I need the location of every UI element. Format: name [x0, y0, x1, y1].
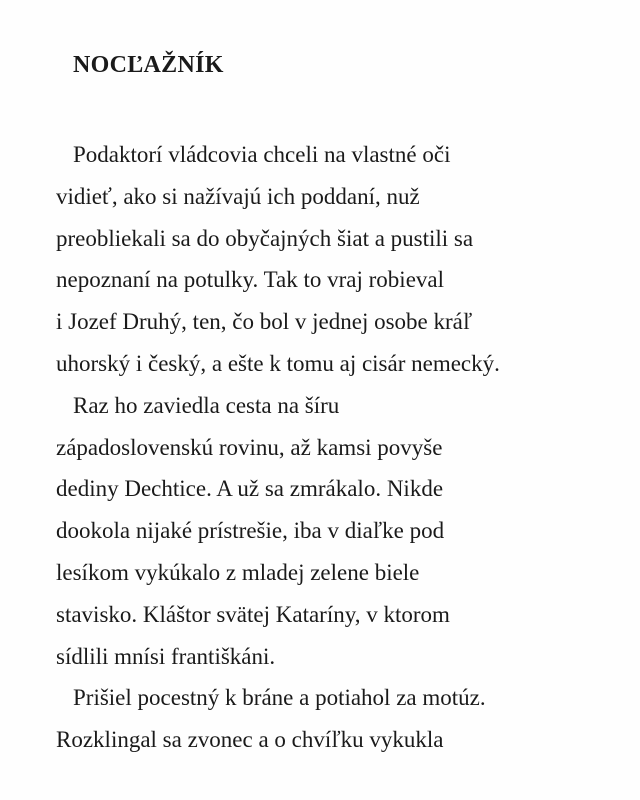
text-line: Raz ho zaviedla cesta na šíru [73, 392, 340, 418]
text-line: i Jozef Druhý, ten, čo bol v jednej osobe kráľ [56, 309, 473, 335]
text-line: stavisko. Kláštor svätej Kataríny, v ktorom [56, 601, 450, 627]
text-line: dookola nijaké prístrešie, iba v diaľke pod [56, 518, 445, 544]
text-line: Rozklingal sa zvonec a o chvíľku vykukla [56, 727, 444, 753]
text-line: Podaktorí vládcovia chceli na vlastné oči [73, 142, 451, 167]
text-line: vidieť, ako si nažívajú ich poddaní, nuž [56, 183, 420, 209]
text-line: nepoznaní na potulky. Tak to vraj robieval [56, 267, 445, 293]
text-line: lesíkom vykúkalo z mladej zelene biele [56, 559, 420, 585]
text-line: Prišiel pocestný k bráne a potiahol za motúz. [73, 685, 486, 711]
text-line: preobliekali sa do obyčajných šiat a pustili sa [56, 225, 474, 251]
chapter-text [56, 134, 631, 761]
text-line: uhorský i český, a ešte k tomu aj cisár nemecký. [56, 350, 500, 376]
text-line: západoslovenskú rovinu, až kamsi povyše [56, 434, 443, 460]
text-line: dediny Dechtice. A už sa zmrákalo. Nikde [56, 476, 444, 502]
text-line: sídlili mnísi františkáni. [56, 643, 276, 669]
chapter-title: NOCĽAŽNÍK [73, 52, 224, 78]
